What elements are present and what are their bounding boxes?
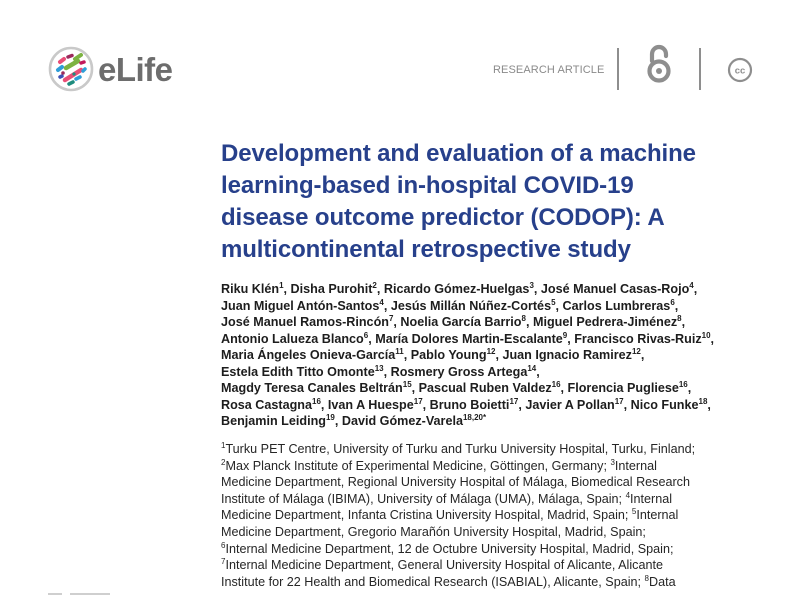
author-separator: , (567, 331, 575, 346)
affiliation-number: 4 (625, 490, 631, 500)
affiliation-ref[interactable]: 18 (698, 396, 708, 406)
affiliation-number: 3 (610, 457, 615, 467)
affiliation-ref[interactable]: 17 (509, 396, 519, 406)
affiliation-ref[interactable]: 4 (689, 281, 694, 290)
journal-name: eLife (98, 50, 173, 88)
author-separator: , (376, 282, 384, 296)
author-line (221, 413, 781, 430)
author-name[interactable]: Riku Klén (221, 282, 280, 296)
affiliation-ref[interactable]: 8 (677, 314, 682, 323)
author-name[interactable]: Antonio Lalueza Blanco (221, 331, 364, 346)
author-name[interactable]: Jesús Millán Núñez-Cortés (390, 298, 552, 313)
author-separator: , (681, 315, 686, 329)
author-separator: , (560, 381, 568, 395)
author-name[interactable]: David Gómez-Varela (341, 414, 463, 428)
affiliation-number: 1 (221, 441, 226, 450)
author-name[interactable]: Disha Purohit (290, 282, 373, 296)
author-separator: , (320, 397, 328, 412)
author-separator: , (693, 282, 698, 296)
author-name[interactable]: Bruno Boietti (429, 397, 510, 412)
author-name[interactable]: Rosa Castagna (221, 397, 312, 412)
author-separator: , (536, 364, 540, 379)
affiliation-ref[interactable]: 4 (379, 297, 384, 307)
footer-fragment (48, 593, 138, 600)
author-separator: , (411, 381, 419, 395)
affiliation-ref[interactable]: 9 (562, 330, 568, 340)
title-line: Development and evaluation of a machine (221, 140, 696, 167)
header-divider (617, 48, 619, 90)
author-name[interactable]: Nico Funke (630, 397, 699, 412)
author-line (221, 281, 781, 298)
affiliation-text: Institute for 22 Health and Biomedical Research (ISABIAL), Alicante, Spain; (221, 574, 645, 589)
author-name[interactable]: María Dolores Martin-Escalante (375, 331, 563, 346)
affiliation-text: Institute of Málaga (IBIMA), University of Málaga (UMA), Málaga, Spain; (221, 491, 626, 506)
author-line (221, 331, 781, 348)
affiliation-text: Internal Medicine Department, 12 de Octubre University Hospital, Madrid, Spain; (225, 541, 674, 556)
affiliation-ref[interactable]: 14 (527, 363, 537, 373)
author-name[interactable]: Javier A Pollan (525, 397, 615, 412)
author-name[interactable]: Juan Ignacio Ramirez (502, 348, 632, 362)
author-name[interactable]: Estela Edith Titto Omonte (221, 364, 375, 379)
author-name[interactable]: José Manuel Casas-Rojo (540, 282, 690, 296)
author-name[interactable]: Noelia García Barrio (400, 315, 522, 329)
affiliation-number: 2 (221, 457, 226, 467)
affiliation-ref[interactable]: 8 (521, 314, 526, 323)
open-access-icon[interactable] (644, 44, 674, 84)
author-separator: , (393, 315, 401, 329)
affiliation-ref[interactable]: 16 (678, 380, 688, 389)
affiliation-ref[interactable]: 7 (388, 314, 394, 323)
author-name[interactable]: Benjamin Leiding (221, 414, 326, 428)
author-list (221, 281, 781, 430)
author-name[interactable]: Pascual Ruben Valdez (418, 381, 552, 395)
affiliation-number: 5 (631, 507, 637, 517)
author-name[interactable]: Rosmery Gross Artega (390, 364, 528, 379)
affiliation-ref[interactable]: 17 (614, 396, 624, 406)
author-line (221, 298, 781, 315)
affiliation-ref[interactable]: 19 (325, 413, 335, 422)
article-title (221, 138, 781, 266)
affiliation-line (221, 507, 781, 524)
creative-commons-icon[interactable] (727, 57, 753, 83)
affiliation-ref[interactable]: 1 (279, 281, 284, 290)
author-separator: , (640, 348, 645, 362)
author-separator: , (403, 348, 411, 362)
author-name[interactable]: Ricardo Gómez-Huelgas (383, 282, 530, 296)
author-name[interactable]: Juan Miguel Antón-Santos (221, 298, 380, 313)
affiliation-line (221, 557, 781, 574)
author-name[interactable]: Ivan A Huespe (327, 397, 414, 412)
affiliation-ref[interactable]: 3 (529, 281, 534, 290)
affiliation-text: Internal (636, 508, 679, 523)
author-separator: , (525, 315, 533, 329)
affiliation-ref[interactable]: 15 (402, 380, 412, 389)
author-separator: , (518, 397, 526, 412)
author-separator: , (383, 298, 391, 313)
affiliation-text: Internal (630, 491, 673, 506)
affiliation-ref[interactable]: 17 (413, 396, 423, 406)
author-line (221, 364, 781, 381)
affiliation-ref[interactable]: 5 (551, 297, 556, 307)
author-separator: , (495, 348, 503, 362)
affiliation-ref[interactable]: 16 (312, 396, 321, 406)
affiliation-ref[interactable]: 11 (395, 347, 404, 356)
author-separator: , (533, 282, 541, 296)
affiliation-text: Data (648, 574, 676, 589)
affiliation-line (221, 524, 781, 541)
author-name[interactable]: Florencia Pugliese (567, 381, 679, 395)
author-separator: , (623, 397, 631, 412)
affiliation-text: Internal (614, 458, 657, 473)
affiliation-line (221, 458, 781, 475)
author-separator: , (334, 414, 342, 428)
title-line: learning-based in-hospital COVID-19 (221, 172, 634, 199)
author-separator: , (383, 364, 391, 379)
author-separator: , (687, 381, 692, 395)
author-separator: , (368, 331, 376, 346)
affiliation-ref[interactable]: 6 (670, 297, 675, 307)
title-line: multicontinental retrospective study (221, 236, 631, 263)
affiliation-number: 7 (221, 557, 226, 567)
author-name[interactable]: José Manuel Ramos-Rincón (221, 315, 389, 329)
author-separator: , (674, 298, 679, 313)
affiliation-ref[interactable]: 16 (551, 380, 561, 389)
author-separator: , (710, 331, 715, 346)
elife-logo-icon (48, 46, 94, 92)
affiliation-line (221, 441, 781, 458)
affiliation-ref[interactable]: 10 (701, 330, 711, 340)
affiliation-ref[interactable]: 6 (363, 330, 369, 340)
author-line (221, 347, 781, 364)
affiliation-ref[interactable]: 2 (372, 281, 377, 290)
affiliation-list (221, 441, 781, 590)
affiliation-number: 8 (644, 573, 649, 583)
author-line (221, 397, 781, 414)
author-name[interactable]: Miguel Pedrera-Jiménez (532, 315, 678, 329)
affiliation-ref[interactable]: 13 (374, 363, 384, 373)
affiliation-text: Turku PET Centre, University of Turku and Turku University Hospital, Turku, Finland; (225, 442, 696, 456)
author-name[interactable]: Magdy Teresa Canales Beltrán (221, 381, 403, 395)
article-type-label: RESEARCH ARTICLE (493, 64, 605, 76)
affiliation-text: Medicine Department, Infanta Cristina University Hospital, Madrid, Spain; (221, 508, 632, 523)
header-divider (699, 48, 701, 90)
author-name[interactable]: Maria Ángeles Onieva-García (221, 348, 396, 362)
author-line (221, 380, 781, 397)
author-separator: , (707, 397, 711, 412)
affiliation-text: Medicine Department, Gregorio Marañón University Hospital, Madrid, Spain; (221, 524, 646, 539)
elife-logo[interactable] (48, 44, 173, 94)
affiliation-ref[interactable]: 12 (631, 347, 641, 356)
title-line: disease outcome predictor (CODOP): A (221, 204, 665, 231)
affiliation-line (221, 491, 781, 508)
author-name[interactable]: Francisco Rivas-Ruiz (574, 331, 702, 346)
author-name[interactable]: Carlos Lumbreras (562, 298, 671, 313)
affiliation-line (221, 574, 781, 591)
svg-text:cc: cc (734, 65, 746, 77)
affiliation-text: Internal Medicine Department, General University Hospital of Alicante, Alicante (225, 558, 663, 573)
affiliation-text: Medicine Department, Regional University Hospital of Málaga, Biomedical Research (221, 475, 690, 490)
author-separator: , (555, 298, 563, 313)
affiliation-text: Max Planck Institute of Experimental Medicine, Göttingen, Germany; (225, 458, 611, 473)
author-name[interactable]: Pablo Young (410, 348, 487, 362)
author-line (221, 314, 781, 331)
author-separator: , (422, 397, 430, 412)
affiliation-line (221, 541, 781, 558)
affiliation-ref[interactable]: 12 (486, 347, 496, 356)
affiliation-ref[interactable]: 18,20* (462, 413, 487, 422)
affiliation-number: 6 (221, 540, 226, 550)
author-separator: , (283, 282, 291, 296)
affiliation-line (221, 474, 781, 491)
